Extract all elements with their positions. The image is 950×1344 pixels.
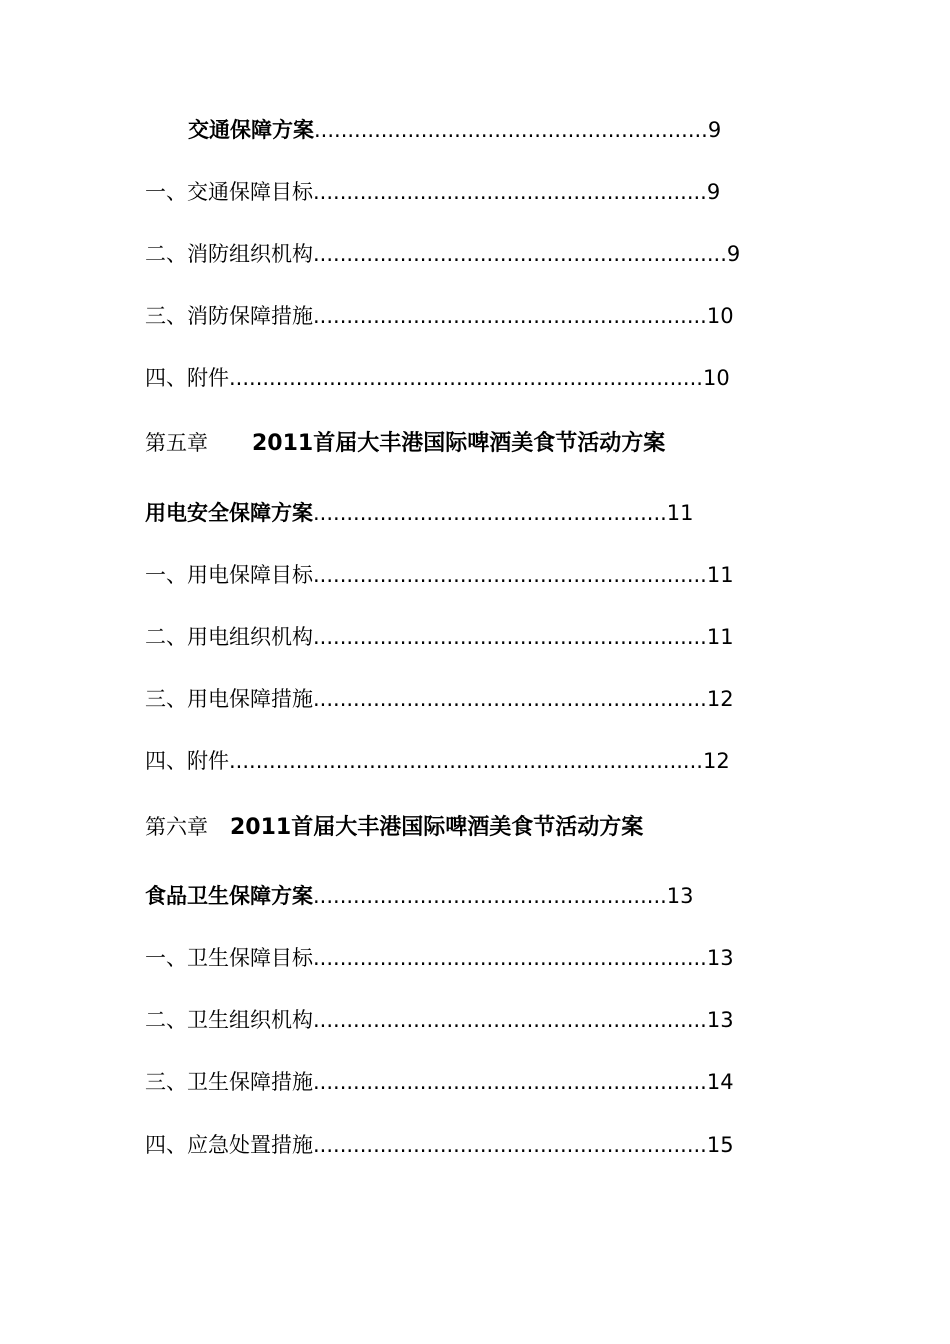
toc-leader-dots: ........................................................... xyxy=(313,304,707,328)
toc-entry-label: 一、卫生保障目标 xyxy=(145,946,313,970)
toc-entry-hygiene-org[interactable] xyxy=(145,1005,734,1035)
toc-page-number: 11 xyxy=(666,501,694,525)
toc-page-number: 11 xyxy=(706,625,734,649)
toc-page-number: 9 xyxy=(726,242,741,266)
toc-chapter-6[interactable] xyxy=(145,811,643,843)
toc-entry-food-plan[interactable] xyxy=(145,881,694,911)
toc-leader-dots: .............................................................. xyxy=(313,242,727,266)
toc-leader-dots: ....................................................................... xyxy=(229,749,703,773)
toc-entry-attachment-2[interactable] xyxy=(145,746,730,776)
toc-leader-dots: ........................................................... xyxy=(313,180,707,204)
toc-entry-label: 二、消防组织机构 xyxy=(145,242,313,266)
chapter-title: 2011首届大丰港国际啤酒美食节活动方案 xyxy=(230,815,644,840)
toc-entry-label: 四、应急处置措施 xyxy=(145,1133,313,1157)
toc-leader-dots: ..................................................... xyxy=(313,501,667,525)
toc-entry-traffic-goal[interactable] xyxy=(145,177,720,207)
toc-entry-hygiene-goal[interactable] xyxy=(145,943,734,973)
toc-page-number: 15 xyxy=(706,1133,734,1157)
toc-leader-dots: ........................................................... xyxy=(313,1008,707,1032)
toc-leader-dots: ........................................................... xyxy=(313,687,707,711)
toc-entry-label: 三、用电保障措施 xyxy=(145,687,313,711)
toc-entry-label: 用电安全保障方案 xyxy=(145,501,313,525)
toc-leader-dots: ........................................................... xyxy=(313,946,707,970)
toc-entry-label: 二、用电组织机构 xyxy=(145,625,313,649)
toc-leader-dots: ........................................................... xyxy=(314,118,708,142)
toc-page-number: 12 xyxy=(706,687,734,711)
toc-page-number: 9 xyxy=(706,180,721,204)
chapter-number: 第六章 xyxy=(145,815,208,839)
toc-entry-fire-measures[interactable] xyxy=(145,301,734,331)
toc-page-number: 10 xyxy=(706,304,734,328)
toc-entry-traffic-plan[interactable] xyxy=(188,115,721,145)
toc-leader-dots: ........................................................... xyxy=(313,1070,707,1094)
chapter-title: 2011首届大丰港国际啤酒美食节活动方案 xyxy=(252,431,666,456)
toc-leader-dots: ........................................................... xyxy=(313,1133,707,1157)
toc-page-number: 11 xyxy=(706,563,734,587)
toc-entry-label: 一、交通保障目标 xyxy=(145,180,313,204)
toc-entry-fire-org[interactable] xyxy=(145,239,740,269)
toc-leader-dots: ....................................................................... xyxy=(229,366,703,390)
toc-entry-label: 食品卫生保障方案 xyxy=(145,884,313,908)
toc-entry-label: 一、用电保障目标 xyxy=(145,563,313,587)
toc-entry-attachment-1[interactable] xyxy=(145,363,730,393)
toc-page-number: 13 xyxy=(666,884,694,908)
toc-entry-label: 三、卫生保障措施 xyxy=(145,1070,313,1094)
toc-entry-label: 三、消防保障措施 xyxy=(145,304,313,328)
toc-entry-power-org[interactable] xyxy=(145,622,734,652)
toc-page-number: 13 xyxy=(706,1008,734,1032)
toc-entry-label: 交通保障方案 xyxy=(188,118,314,142)
toc-entry-power-goal[interactable] xyxy=(145,560,734,590)
toc-page-number: 13 xyxy=(706,946,734,970)
toc-entry-hygiene-measures[interactable] xyxy=(145,1067,734,1097)
toc-leader-dots: ........................................................... xyxy=(313,563,707,587)
toc-page-number: 10 xyxy=(702,366,730,390)
toc-entry-label: 四、附件 xyxy=(145,749,229,773)
toc-page-number: 12 xyxy=(702,749,730,773)
toc-entry-power-plan[interactable] xyxy=(145,498,694,528)
toc-chapter-5[interactable] xyxy=(145,427,665,459)
toc-entry-power-measures[interactable] xyxy=(145,684,734,714)
toc-leader-dots: ........................................................... xyxy=(313,625,707,649)
chapter-number: 第五章 xyxy=(145,431,208,455)
toc-entry-label: 二、卫生组织机构 xyxy=(145,1008,313,1032)
toc-page-number: 14 xyxy=(706,1070,734,1094)
toc-page-number: 9 xyxy=(707,118,722,142)
toc-entry-label: 四、附件 xyxy=(145,366,229,390)
toc-leader-dots: ..................................................... xyxy=(313,884,667,908)
toc-entry-emergency-measures[interactable] xyxy=(145,1130,734,1160)
